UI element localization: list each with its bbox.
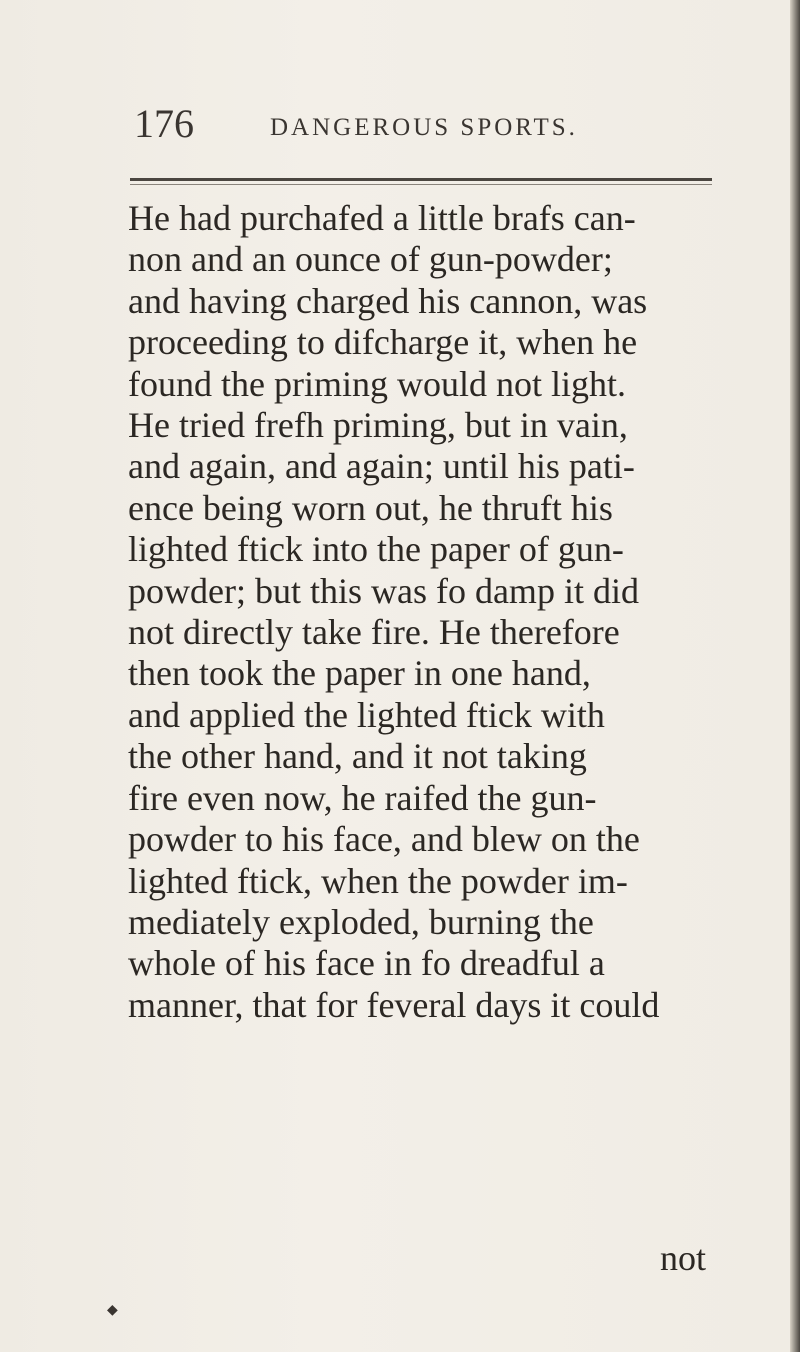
text-line: found the priming would not light. — [128, 363, 626, 404]
page-number: 176 — [134, 101, 194, 146]
text-line: powder to his face, and blew on the — [128, 819, 640, 860]
catchword: not — [660, 1238, 707, 1278]
text-line: He tried frefh priming, but in vain, — [128, 405, 628, 446]
running-title: DANGEROUS SPORTS. — [270, 114, 578, 141]
text-line: then took the paper in one hand, — [128, 653, 591, 694]
text-line: fire even now, he raifed the gun- — [128, 777, 597, 818]
header-rule-thin — [130, 184, 712, 185]
text-line: lighted ftick into the paper of gun- — [128, 529, 624, 570]
text-line: manner, that for feveral days it could — [128, 984, 660, 1025]
text-line: not directly take fire. He therefore — [128, 612, 620, 653]
text-line: lighted ftick, when the powder im- — [128, 860, 628, 901]
text-line: and having charged his cannon, was — [128, 280, 648, 321]
body-text — [128, 198, 740, 1026]
text-line: whole of his face in fo dreadful a — [128, 943, 605, 984]
text-line: the other hand, and it not taking — [128, 736, 587, 777]
text-line: and applied the lighted ftick with — [128, 694, 605, 735]
ink-mark: ◆ — [107, 1302, 118, 1318]
text-line: and again, and again; until his pati- — [128, 446, 635, 487]
text-line: ence being worn out, he thruft his — [128, 487, 613, 528]
text-line: He had purchafed a little brafs can- — [128, 198, 636, 238]
page-header — [134, 100, 714, 150]
text-line: powder; but this was fo damp it did — [128, 570, 639, 611]
page-edge — [790, 0, 800, 1352]
text-line: proceeding to difcharge it, when he — [128, 322, 638, 363]
text-line: mediately exploded, burning the — [128, 901, 594, 942]
text-line: non and an ounce of gun-powder; — [128, 239, 613, 280]
header-rule — [130, 178, 712, 181]
